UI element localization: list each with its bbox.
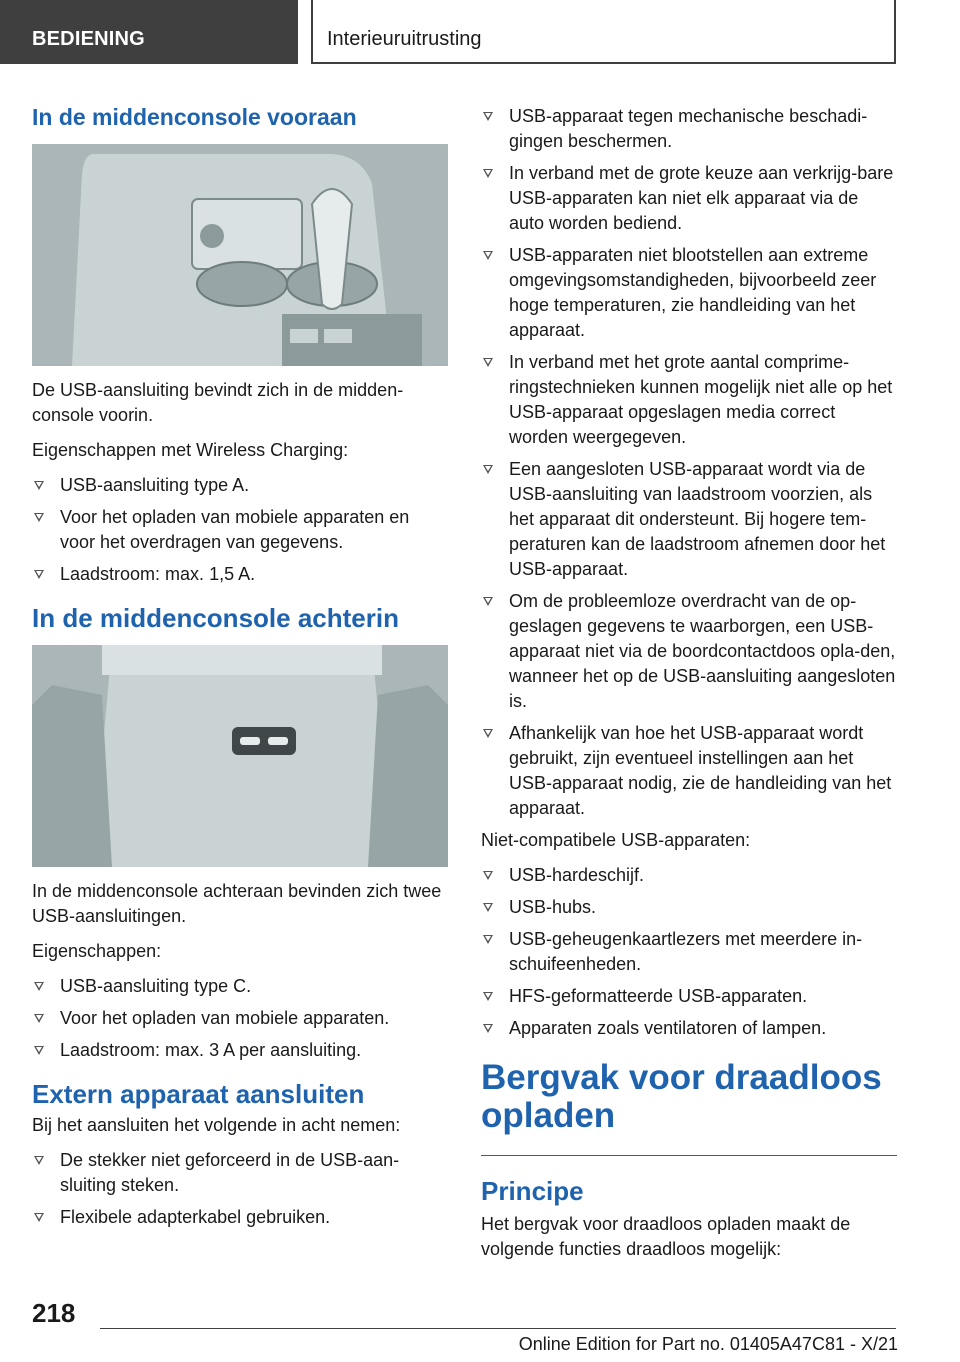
rear-props-list bbox=[32, 974, 448, 1063]
list-item: Voor het opladen van mobiele apparaten en voor het overdragen van gegevens. bbox=[32, 505, 448, 555]
list-item: In verband met de grote keuze aan verkrijg-bare USB-apparaten kan niet elk apparaat via de auto worden bediend. bbox=[481, 161, 897, 236]
front-props-list bbox=[32, 473, 448, 587]
heading-front-console: In de middenconsole vooraan bbox=[32, 104, 357, 130]
list-item: USB-hardeschijf. bbox=[481, 863, 897, 888]
header-section: BEDIENING bbox=[32, 28, 145, 50]
heading-principle: Principe bbox=[481, 1176, 584, 1206]
list-item: Laadstroom: max. 1,5 A. bbox=[32, 562, 448, 587]
footer-rule bbox=[100, 1328, 896, 1329]
list-item: HFS-geformatteerde USB-apparaten. bbox=[481, 984, 897, 1009]
list-item: USB-geheugenkaartlezers met meerdere in-schuifeenheden. bbox=[481, 927, 897, 977]
triangle-bullet-icon bbox=[483, 871, 493, 880]
triangle-bullet-icon bbox=[483, 729, 493, 738]
page-number: 218 bbox=[32, 1298, 76, 1328]
triangle-bullet-icon bbox=[483, 903, 493, 912]
list-item: Een aangesloten USB-apparaat wordt via de USB-aansluiting van laadstroom voorzien, als het apparaat dit ondersteunt. Bij hogere tem-peraturen kan de laadstroom afnemen door het USB-apparaat. bbox=[481, 457, 897, 582]
list-item: USB-aansluiting type A. bbox=[32, 473, 448, 498]
triangle-bullet-icon bbox=[483, 992, 493, 1001]
text-principle: Het bergvak voor draadloos opladen maakt de volgende functies draadloos mogelijk: bbox=[481, 1214, 851, 1259]
list-item: Laadstroom: max. 3 A per aansluiting. bbox=[32, 1038, 448, 1063]
triangle-bullet-icon bbox=[34, 513, 44, 522]
triangle-bullet-icon bbox=[34, 1213, 44, 1222]
heading-wireless-tray: Bergvak voor draadloos opladen bbox=[481, 1058, 882, 1135]
triangle-bullet-icon bbox=[34, 570, 44, 579]
external-list bbox=[32, 1148, 448, 1230]
text-wireless-props: Eigenschappen met Wireless Charging: bbox=[32, 440, 349, 460]
list-item: Om de probleemloze overdracht van de op-geslagen gegevens te waarborgen, een USB-apparaat niet via de boordcontactdoos opla-den, wanneer het op de USB-aansluiting aangesloten is. bbox=[481, 589, 897, 714]
triangle-bullet-icon bbox=[483, 465, 493, 474]
triangle-bullet-icon bbox=[34, 1156, 44, 1165]
list-item: USB-hubs. bbox=[481, 895, 897, 920]
list-item: USB-apparaten niet blootstellen aan extreme omgevingsomstandigheden, bijvoorbeeld zeer hoge temperaturen, zie handleiding van het apparaat. bbox=[481, 243, 897, 343]
triangle-bullet-icon bbox=[483, 169, 493, 178]
triangle-bullet-icon bbox=[34, 481, 44, 490]
header-section-tab bbox=[0, 0, 298, 64]
triangle-bullet-icon bbox=[483, 597, 493, 606]
list-item: Apparaten zoals ventilatoren of lampen. bbox=[481, 1016, 897, 1041]
text-rear-location: In de middenconsole achteraan bevinden zich twee USB-aansluitingen. bbox=[32, 881, 442, 926]
right-column bbox=[481, 104, 897, 1272]
triangle-bullet-icon bbox=[34, 1014, 44, 1023]
text-props: Eigenschappen: bbox=[32, 941, 162, 961]
list-item: USB-aansluiting type C. bbox=[32, 974, 448, 999]
section-rule bbox=[481, 1155, 897, 1156]
text-front-location: De USB-aansluiting bevindt zich in de midden-console voorin. bbox=[32, 380, 404, 425]
list-item: In verband met het grote aantal comprime-ringstechnieken kunnen mogelijk niet alle op het USB-apparaat opgeslagen media correct worden weergegeven. bbox=[481, 350, 897, 450]
footer-edition: Online Edition for Part no. 01405A47C81 - X/21 bbox=[518, 1334, 898, 1354]
text-incompatible: Niet-compatibele USB-apparaten: bbox=[481, 830, 751, 850]
usb-notes-list bbox=[481, 104, 897, 821]
list-item: Flexibele adapterkabel gebruiken. bbox=[32, 1205, 448, 1230]
triangle-bullet-icon bbox=[483, 358, 493, 367]
text-external-intro: Bij het aansluiten het volgende in acht nemen: bbox=[32, 1115, 401, 1135]
list-item: Voor het opladen van mobiele apparaten. bbox=[32, 1006, 448, 1031]
rear-console-illustration bbox=[32, 645, 448, 867]
list-item: De stekker niet geforceerd in de USB-aan-sluiting steken. bbox=[32, 1148, 448, 1198]
list-item: USB-apparaat tegen mechanische beschadi-gingen beschermen. bbox=[481, 104, 897, 154]
triangle-bullet-icon bbox=[483, 935, 493, 944]
list-item: Afhankelijk van hoe het USB-apparaat wordt gebruikt, zijn eventueel instellingen aan het USB-apparaat nodig, zie de handleiding van het apparaat. bbox=[481, 721, 897, 821]
heading-external-device: Extern apparaat aansluiten bbox=[32, 1079, 365, 1109]
left-column bbox=[32, 96, 448, 1237]
heading-rear-console: In de middenconsole achterin bbox=[32, 603, 399, 633]
header-chapter-tab bbox=[311, 0, 896, 64]
triangle-bullet-icon bbox=[34, 982, 44, 991]
triangle-bullet-icon bbox=[34, 1046, 44, 1055]
front-console-illustration bbox=[32, 144, 448, 366]
triangle-bullet-icon bbox=[483, 1024, 493, 1033]
triangle-bullet-icon bbox=[483, 251, 493, 260]
incompatible-list bbox=[481, 863, 897, 1041]
triangle-bullet-icon bbox=[483, 112, 493, 121]
header-chapter: Interieuruitrusting bbox=[327, 28, 482, 50]
